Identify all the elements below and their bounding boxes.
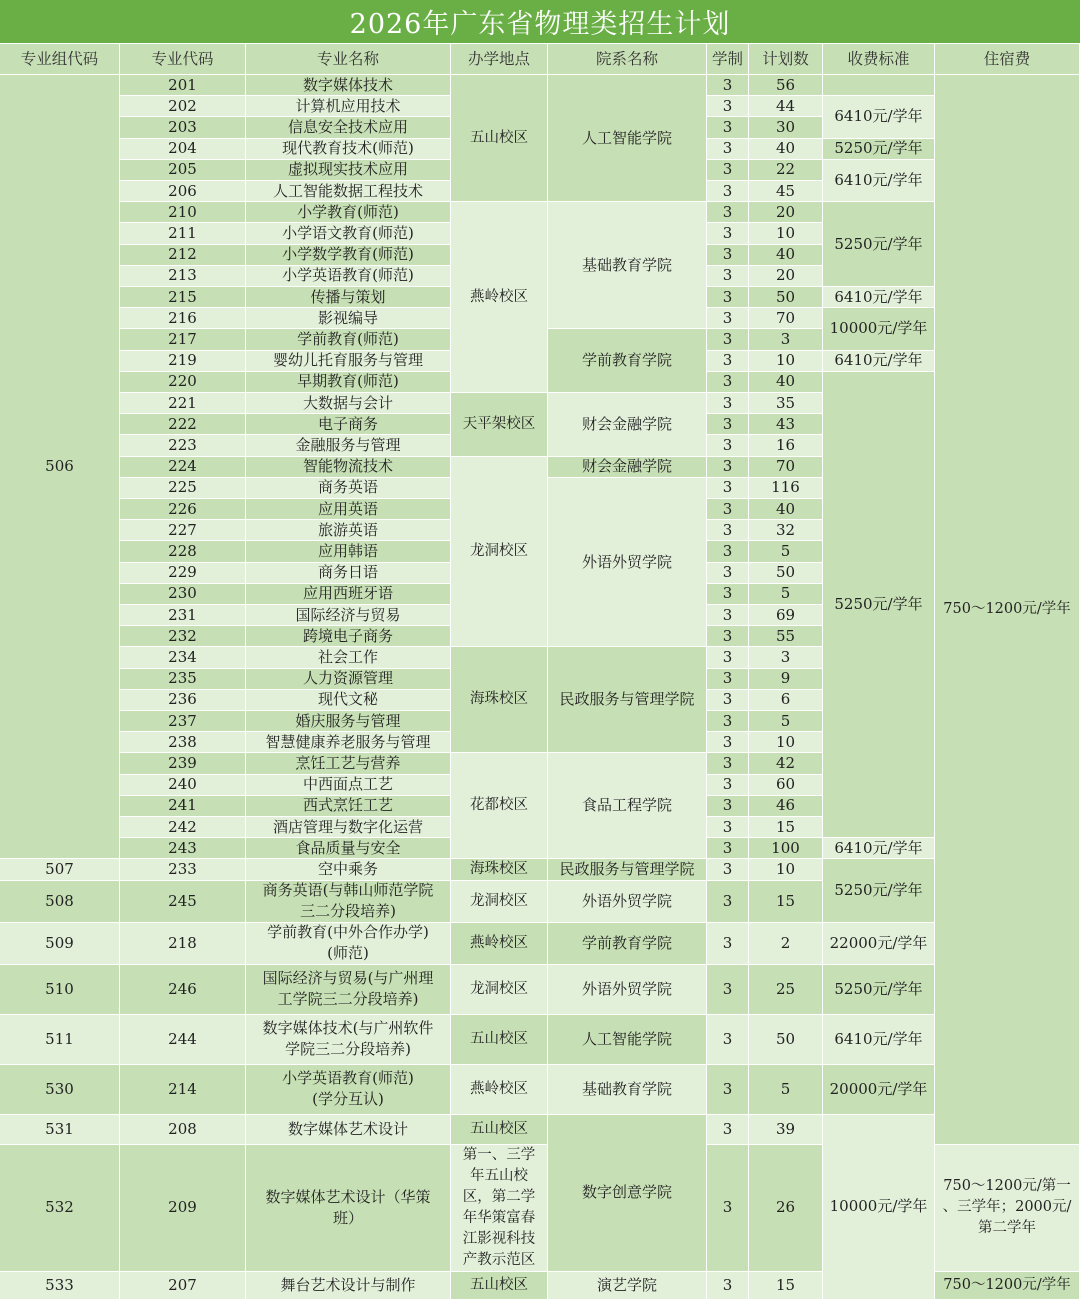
group-code-cell: 510 bbox=[0, 965, 120, 1015]
major-code-cell: 203 bbox=[120, 117, 246, 138]
plan-count-cell: 55 bbox=[749, 626, 823, 647]
major-name-cell: 国际经济与贸易 bbox=[246, 605, 451, 626]
major-code-cell: 228 bbox=[120, 541, 246, 562]
tuition-cell: 6410元/学年 bbox=[823, 96, 935, 138]
tuition-cell: 22000元/学年 bbox=[823, 923, 935, 965]
major-code-cell: 212 bbox=[120, 245, 246, 266]
department-cell: 外语外贸学院 bbox=[548, 965, 707, 1015]
major-name-cell: 跨境电子商务 bbox=[246, 626, 451, 647]
tuition-cell: 6410元/学年 bbox=[823, 1015, 935, 1065]
plan-count-cell: 25 bbox=[749, 965, 823, 1015]
major-code-cell: 218 bbox=[120, 923, 246, 965]
plan-count-cell: 6 bbox=[749, 690, 823, 711]
plan-count-cell: 15 bbox=[749, 1272, 823, 1300]
duration-cell: 3 bbox=[707, 563, 749, 584]
major-name-cell: 小学英语教育(师范) (学分互认) bbox=[246, 1065, 451, 1115]
group-code-cell: 530 bbox=[0, 1065, 120, 1115]
department-cell: 人工智能学院 bbox=[548, 75, 707, 202]
duration-cell: 3 bbox=[707, 223, 749, 244]
campus-cell: 燕岭校区 bbox=[451, 202, 548, 393]
plan-count-cell: 44 bbox=[749, 96, 823, 117]
major-name-cell: 金融服务与管理 bbox=[246, 435, 451, 456]
lodging-fee-cell: 750～1200元/学年 bbox=[935, 1272, 1080, 1300]
tuition-cell: 6410元/学年 bbox=[823, 351, 935, 372]
major-name-cell: 酒店管理与数字化运营 bbox=[246, 817, 451, 838]
major-code-cell: 224 bbox=[120, 457, 246, 478]
campus-cell: 龙洞校区 bbox=[451, 881, 548, 923]
column-header: 住宿费 bbox=[935, 44, 1080, 75]
plan-count-cell: 22 bbox=[749, 160, 823, 181]
campus-cell: 龙洞校区 bbox=[451, 457, 548, 648]
campus-cell: 花都校区 bbox=[451, 753, 548, 859]
department-cell: 基础教育学院 bbox=[548, 202, 707, 329]
tuition-cell: 10000元/学年 bbox=[823, 1115, 935, 1300]
major-name-cell: 大数据与会计 bbox=[246, 393, 451, 414]
major-code-cell: 229 bbox=[120, 563, 246, 584]
plan-count-cell: 9 bbox=[749, 669, 823, 690]
major-name-cell: 人工智能数据工程技术 bbox=[246, 181, 451, 202]
duration-cell: 3 bbox=[707, 711, 749, 732]
tuition-cell: 5250元/学年 bbox=[823, 139, 935, 160]
department-cell: 演艺学院 bbox=[548, 1272, 707, 1300]
campus-cell: 五山校区 bbox=[451, 1115, 548, 1145]
major-name-cell: 社会工作 bbox=[246, 647, 451, 668]
department-cell: 基础教育学院 bbox=[548, 1065, 707, 1115]
duration-cell: 3 bbox=[707, 117, 749, 138]
table-title: 2026年广东省物理类招生计划 bbox=[0, 0, 1080, 43]
group-code-cell: 508 bbox=[0, 881, 120, 923]
tuition-cell: 6410元/学年 bbox=[823, 160, 935, 202]
campus-cell: 五山校区 bbox=[451, 1015, 548, 1065]
duration-cell: 3 bbox=[707, 923, 749, 965]
major-name-cell: 婴幼儿托育服务与管理 bbox=[246, 351, 451, 372]
campus-cell: 五山校区 bbox=[451, 75, 548, 202]
major-code-cell: 230 bbox=[120, 584, 246, 605]
duration-cell: 3 bbox=[707, 160, 749, 181]
major-name-cell: 数字媒体艺术设计（华策 班） bbox=[246, 1145, 451, 1272]
major-code-cell: 246 bbox=[120, 965, 246, 1015]
plan-count-cell: 60 bbox=[749, 775, 823, 796]
duration-cell: 3 bbox=[707, 75, 749, 96]
major-code-cell: 211 bbox=[120, 223, 246, 244]
column-header: 院系名称 bbox=[548, 44, 707, 75]
plan-count-cell: 40 bbox=[749, 372, 823, 393]
plan-count-cell: 39 bbox=[749, 1115, 823, 1145]
duration-cell: 3 bbox=[707, 753, 749, 774]
major-name-cell: 智慧健康养老服务与管理 bbox=[246, 732, 451, 753]
major-code-cell: 225 bbox=[120, 478, 246, 499]
department-cell: 学前教育学院 bbox=[548, 329, 707, 393]
major-code-cell: 221 bbox=[120, 393, 246, 414]
lodging-fee-cell: 750～1200元/学年 bbox=[935, 75, 1080, 1145]
duration-cell: 3 bbox=[707, 520, 749, 541]
major-code-cell: 240 bbox=[120, 775, 246, 796]
duration-cell: 3 bbox=[707, 499, 749, 520]
duration-cell: 3 bbox=[707, 775, 749, 796]
major-name-cell: 虚拟现实技术应用 bbox=[246, 160, 451, 181]
major-code-cell: 214 bbox=[120, 1065, 246, 1115]
major-name-cell: 国际经济与贸易(与广州理 工学院三二分段培养) bbox=[246, 965, 451, 1015]
major-name-cell: 应用韩语 bbox=[246, 541, 451, 562]
campus-cell: 海珠校区 bbox=[451, 859, 548, 880]
duration-cell: 3 bbox=[707, 478, 749, 499]
major-name-cell: 商务英语 bbox=[246, 478, 451, 499]
duration-cell: 3 bbox=[707, 584, 749, 605]
major-code-cell: 208 bbox=[120, 1115, 246, 1145]
major-code-cell: 209 bbox=[120, 1145, 246, 1272]
major-code-cell: 226 bbox=[120, 499, 246, 520]
lodging-fee-cell: 750～1200元/第一 、三学年；2000元/ 第二学年 bbox=[935, 1145, 1080, 1272]
column-header: 学制 bbox=[707, 44, 749, 75]
plan-count-cell: 16 bbox=[749, 435, 823, 456]
department-cell: 学前教育学院 bbox=[548, 923, 707, 965]
major-code-cell: 204 bbox=[120, 139, 246, 160]
major-name-cell: 小学教育(师范) bbox=[246, 202, 451, 223]
department-cell: 民政服务与管理学院 bbox=[548, 647, 707, 753]
major-code-cell: 235 bbox=[120, 669, 246, 690]
duration-cell: 3 bbox=[707, 796, 749, 817]
major-code-cell: 201 bbox=[120, 75, 246, 96]
group-code-cell: 531 bbox=[0, 1115, 120, 1145]
major-name-cell: 应用西班牙语 bbox=[246, 584, 451, 605]
duration-cell: 3 bbox=[707, 96, 749, 117]
campus-cell: 五山校区 bbox=[451, 1272, 548, 1300]
major-code-cell: 216 bbox=[120, 308, 246, 329]
major-name-cell: 现代教育技术(师范) bbox=[246, 139, 451, 160]
plan-count-cell: 10 bbox=[749, 732, 823, 753]
department-cell: 人工智能学院 bbox=[548, 1015, 707, 1065]
tuition-cell: 5250元/学年 bbox=[823, 965, 935, 1015]
duration-cell: 3 bbox=[707, 245, 749, 266]
column-header: 收费标准 bbox=[823, 44, 935, 75]
major-code-cell: 233 bbox=[120, 859, 246, 880]
department-cell: 数字创意学院 bbox=[548, 1115, 707, 1272]
major-code-cell: 222 bbox=[120, 414, 246, 435]
duration-cell: 3 bbox=[707, 202, 749, 223]
plan-count-cell: 45 bbox=[749, 181, 823, 202]
duration-cell: 3 bbox=[707, 435, 749, 456]
group-code-cell: 533 bbox=[0, 1272, 120, 1300]
plan-count-cell: 5 bbox=[749, 584, 823, 605]
plan-count-cell: 50 bbox=[749, 563, 823, 584]
duration-cell: 3 bbox=[707, 351, 749, 372]
tuition-cell: 10000元/学年 bbox=[823, 308, 935, 350]
major-name-cell: 数字媒体艺术设计 bbox=[246, 1115, 451, 1145]
duration-cell: 3 bbox=[707, 1145, 749, 1272]
plan-count-cell: 40 bbox=[749, 245, 823, 266]
column-header: 专业代码 bbox=[120, 44, 246, 75]
major-code-cell: 234 bbox=[120, 647, 246, 668]
duration-cell: 3 bbox=[707, 1015, 749, 1065]
plan-count-cell: 3 bbox=[749, 329, 823, 350]
campus-cell: 第一、三学 年五山校 区，第二学 年华策富春 江影视科技 产教示范区 bbox=[451, 1145, 548, 1272]
plan-count-cell: 35 bbox=[749, 393, 823, 414]
major-name-cell: 西式烹饪工艺 bbox=[246, 796, 451, 817]
plan-count-cell: 15 bbox=[749, 817, 823, 838]
plan-count-cell: 50 bbox=[749, 287, 823, 308]
major-name-cell: 数字媒体技术 bbox=[246, 75, 451, 96]
plan-count-cell: 50 bbox=[749, 1015, 823, 1065]
major-code-cell: 202 bbox=[120, 96, 246, 117]
major-code-cell: 231 bbox=[120, 605, 246, 626]
major-name-cell: 商务英语(与韩山师范学院 三二分段培养) bbox=[246, 881, 451, 923]
major-code-cell: 244 bbox=[120, 1015, 246, 1065]
duration-cell: 3 bbox=[707, 669, 749, 690]
major-name-cell: 商务日语 bbox=[246, 563, 451, 584]
major-name-cell: 信息安全技术应用 bbox=[246, 117, 451, 138]
duration-cell: 3 bbox=[707, 139, 749, 160]
plan-count-cell: 2 bbox=[749, 923, 823, 965]
major-code-cell: 242 bbox=[120, 817, 246, 838]
major-name-cell: 影视编导 bbox=[246, 308, 451, 329]
major-name-cell: 应用英语 bbox=[246, 499, 451, 520]
duration-cell: 3 bbox=[707, 457, 749, 478]
column-header: 专业名称 bbox=[246, 44, 451, 75]
duration-cell: 3 bbox=[707, 626, 749, 647]
plan-count-cell: 30 bbox=[749, 117, 823, 138]
duration-cell: 3 bbox=[707, 881, 749, 923]
major-name-cell: 传播与策划 bbox=[246, 287, 451, 308]
department-cell: 外语外贸学院 bbox=[548, 478, 707, 648]
major-code-cell: 245 bbox=[120, 881, 246, 923]
major-code-cell: 217 bbox=[120, 329, 246, 350]
plan-count-cell: 26 bbox=[749, 1145, 823, 1272]
plan-count-cell: 116 bbox=[749, 478, 823, 499]
major-name-cell: 食品质量与安全 bbox=[246, 838, 451, 859]
major-name-cell: 婚庆服务与管理 bbox=[246, 711, 451, 732]
plan-count-cell: 5 bbox=[749, 711, 823, 732]
campus-cell: 燕岭校区 bbox=[451, 923, 548, 965]
major-name-cell: 人力资源管理 bbox=[246, 669, 451, 690]
duration-cell: 3 bbox=[707, 393, 749, 414]
plan-count-cell: 20 bbox=[749, 266, 823, 287]
tuition-cell: 6410元/学年 bbox=[823, 287, 935, 308]
duration-cell: 3 bbox=[707, 287, 749, 308]
group-code-cell: 511 bbox=[0, 1015, 120, 1065]
major-name-cell: 现代文秘 bbox=[246, 690, 451, 711]
major-name-cell: 小学数学教育(师范) bbox=[246, 245, 451, 266]
major-code-cell: 227 bbox=[120, 520, 246, 541]
major-name-cell: 烹饪工艺与营养 bbox=[246, 753, 451, 774]
duration-cell: 3 bbox=[707, 732, 749, 753]
column-header: 办学地点 bbox=[451, 44, 548, 75]
major-code-cell: 238 bbox=[120, 732, 246, 753]
duration-cell: 3 bbox=[707, 965, 749, 1015]
department-cell: 民政服务与管理学院 bbox=[548, 859, 707, 880]
duration-cell: 3 bbox=[707, 859, 749, 880]
major-name-cell: 智能物流技术 bbox=[246, 457, 451, 478]
duration-cell: 3 bbox=[707, 308, 749, 329]
major-code-cell: 243 bbox=[120, 838, 246, 859]
duration-cell: 3 bbox=[707, 605, 749, 626]
plan-count-cell: 32 bbox=[749, 520, 823, 541]
plan-count-cell: 100 bbox=[749, 838, 823, 859]
major-name-cell: 旅游英语 bbox=[246, 520, 451, 541]
major-name-cell: 电子商务 bbox=[246, 414, 451, 435]
duration-cell: 3 bbox=[707, 372, 749, 393]
major-code-cell: 241 bbox=[120, 796, 246, 817]
duration-cell: 3 bbox=[707, 690, 749, 711]
duration-cell: 3 bbox=[707, 541, 749, 562]
major-name-cell: 空中乘务 bbox=[246, 859, 451, 880]
plan-count-cell: 10 bbox=[749, 223, 823, 244]
major-code-cell: 236 bbox=[120, 690, 246, 711]
plan-count-cell: 20 bbox=[749, 202, 823, 223]
column-header: 专业组代码 bbox=[0, 44, 120, 75]
campus-cell: 天平架校区 bbox=[451, 393, 548, 457]
major-code-cell: 206 bbox=[120, 181, 246, 202]
tuition-cell: 6410元/学年 bbox=[823, 838, 935, 859]
duration-cell: 3 bbox=[707, 414, 749, 435]
plan-count-cell: 69 bbox=[749, 605, 823, 626]
major-code-cell: 239 bbox=[120, 753, 246, 774]
duration-cell: 3 bbox=[707, 1115, 749, 1145]
group-code-cell: 507 bbox=[0, 859, 120, 880]
major-code-cell: 219 bbox=[120, 351, 246, 372]
major-name-cell: 学前教育(中外合作办学) (师范) bbox=[246, 923, 451, 965]
plan-count-cell: 40 bbox=[749, 499, 823, 520]
tuition-cell: 20000元/学年 bbox=[823, 1065, 935, 1115]
major-code-cell: 213 bbox=[120, 266, 246, 287]
plan-count-cell: 5 bbox=[749, 541, 823, 562]
major-code-cell: 232 bbox=[120, 626, 246, 647]
plan-count-cell: 42 bbox=[749, 753, 823, 774]
major-code-cell: 223 bbox=[120, 435, 246, 456]
duration-cell: 3 bbox=[707, 647, 749, 668]
major-name-cell: 早期教育(师范) bbox=[246, 372, 451, 393]
major-code-cell: 237 bbox=[120, 711, 246, 732]
department-cell: 食品工程学院 bbox=[548, 753, 707, 859]
plan-count-cell: 43 bbox=[749, 414, 823, 435]
major-name-cell: 数字媒体技术(与广州软件 学院三二分段培养) bbox=[246, 1015, 451, 1065]
tuition-cell: 5250元/学年 bbox=[823, 202, 935, 287]
major-name-cell: 中西面点工艺 bbox=[246, 775, 451, 796]
duration-cell: 3 bbox=[707, 1272, 749, 1300]
duration-cell: 3 bbox=[707, 266, 749, 287]
duration-cell: 3 bbox=[707, 817, 749, 838]
tuition-cell: 5250元/学年 bbox=[823, 859, 935, 922]
campus-cell: 燕岭校区 bbox=[451, 1065, 548, 1115]
plan-count-cell: 3 bbox=[749, 647, 823, 668]
duration-cell: 3 bbox=[707, 329, 749, 350]
plan-count-cell: 40 bbox=[749, 139, 823, 160]
major-code-cell: 220 bbox=[120, 372, 246, 393]
plan-count-cell: 70 bbox=[749, 457, 823, 478]
campus-cell: 龙洞校区 bbox=[451, 965, 548, 1015]
duration-cell: 3 bbox=[707, 1065, 749, 1115]
department-cell: 外语外贸学院 bbox=[548, 881, 707, 923]
group-code-cell: 506 bbox=[0, 75, 120, 859]
group-code-cell: 509 bbox=[0, 923, 120, 965]
major-code-cell: 207 bbox=[120, 1272, 246, 1300]
column-header: 计划数 bbox=[749, 44, 823, 75]
duration-cell: 3 bbox=[707, 181, 749, 202]
major-code-cell: 205 bbox=[120, 160, 246, 181]
plan-count-cell: 56 bbox=[749, 75, 823, 96]
major-code-cell: 215 bbox=[120, 287, 246, 308]
plan-count-cell: 46 bbox=[749, 796, 823, 817]
duration-cell: 3 bbox=[707, 838, 749, 859]
plan-count-cell: 10 bbox=[749, 859, 823, 880]
plan-count-cell: 15 bbox=[749, 881, 823, 923]
campus-cell: 海珠校区 bbox=[451, 647, 548, 753]
major-name-cell: 舞台艺术设计与制作 bbox=[246, 1272, 451, 1300]
group-code-cell: 532 bbox=[0, 1145, 120, 1272]
department-cell: 财会金融学院 bbox=[548, 393, 707, 457]
plan-count-cell: 10 bbox=[749, 351, 823, 372]
major-code-cell: 210 bbox=[120, 202, 246, 223]
plan-count-cell: 70 bbox=[749, 308, 823, 329]
tuition-cell bbox=[823, 75, 935, 96]
department-cell: 财会金融学院 bbox=[548, 457, 707, 478]
major-name-cell: 小学语文教育(师范) bbox=[246, 223, 451, 244]
plan-count-cell: 5 bbox=[749, 1065, 823, 1115]
tuition-cell: 5250元/学年 bbox=[823, 372, 935, 838]
major-name-cell: 计算机应用技术 bbox=[246, 96, 451, 117]
major-name-cell: 学前教育(师范) bbox=[246, 329, 451, 350]
major-name-cell: 小学英语教育(师范) bbox=[246, 266, 451, 287]
